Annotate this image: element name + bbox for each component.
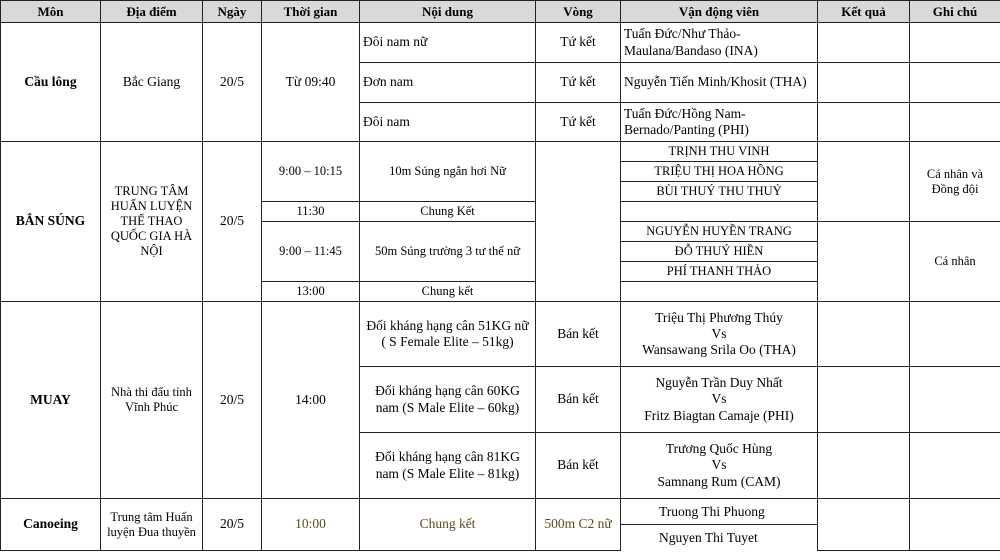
content-cell: Đối kháng hạng cân 51KG nữ ( S Female Elite – 51kg) [360, 302, 536, 367]
round-cell: Tứ kết [536, 103, 621, 142]
result-cell [818, 142, 910, 222]
athletes-cell [621, 142, 818, 202]
versus-label: Vs [711, 391, 727, 407]
athletes-cell [621, 282, 818, 302]
content-cell: Chung kết [360, 499, 536, 551]
athlete-name: Triệu Thị Phương Thúy [655, 309, 783, 325]
athlete-name: NGUYỄN HUYỀN TRANG [621, 222, 817, 242]
round-cell: Bán kết [536, 367, 621, 433]
header-content: Nội dung [360, 1, 536, 23]
result-cell [818, 302, 910, 367]
note-cell [910, 63, 1000, 103]
note-cell [910, 23, 1000, 63]
athletes-cell [621, 433, 818, 499]
time-cell: Từ 09:40 [262, 23, 360, 142]
venue-cell: Bắc Giang [101, 23, 203, 142]
venue-cell: Nhà thi đấu tỉnh Vĩnh Phúc [101, 302, 203, 499]
round-cell: Tứ kết [536, 23, 621, 63]
athlete-name: Trương Quốc Hùng [665, 441, 773, 457]
content-cell: Đối kháng hạng cân 81KG nam (S Male Elite – 81kg) [360, 433, 536, 499]
time-cell: 13:00 [262, 282, 360, 302]
athletes-cell [621, 222, 818, 282]
round-cell: Tứ kết [536, 63, 621, 103]
table-row [1, 302, 1000, 367]
sport-cell: BẮN SÚNG [1, 142, 101, 302]
content-cell: Chung Kết [360, 202, 536, 222]
athlete-name: Fritz Biagtan Camaje (PHI) [644, 407, 794, 423]
note-cell [910, 433, 1000, 499]
header-athletes: Vận động viên [621, 1, 818, 23]
table-row [1, 23, 1000, 63]
header-venue: Địa điểm [101, 1, 203, 23]
result-cell [818, 23, 910, 63]
round-cell: Bán kết [536, 302, 621, 367]
content-cell: 50m Súng trường 3 tư thế nữ [360, 222, 536, 282]
header-note: Ghi chú [910, 1, 1000, 23]
time-cell: 10:00 [262, 499, 360, 551]
athletes-cell: Tuấn Đức/Như Thảo-Maulana/Bandaso (INA) [621, 23, 818, 63]
athletes-cell: Nguyễn Tiến Minh/Khosit (THA) [621, 63, 818, 103]
content-cell: Đối kháng hạng cân 60KG nam (S Male Elite – 60kg) [360, 367, 536, 433]
athletes-cell [621, 202, 818, 222]
athlete-name: TRIỆU THỊ HOA HỒNG [621, 162, 817, 182]
note-cell [910, 499, 1000, 551]
time-cell: 11:30 [262, 202, 360, 222]
header-row [1, 1, 1000, 23]
round-cell: Bán kết [536, 433, 621, 499]
content-cell: Chung kết [360, 282, 536, 302]
athletes-cell [621, 367, 818, 433]
header-sport: Môn [1, 1, 101, 23]
date-cell: 20/5 [203, 23, 262, 142]
athlete-name: Wansawang Srila Oo (THA) [642, 342, 796, 358]
athlete-name: Nguyen Thi Tuyet [659, 530, 758, 546]
athlete-name: Samnang Rum (CAM) [657, 473, 781, 489]
time-cell: 9:00 – 11:45 [262, 222, 360, 282]
sport-cell: MUAY [1, 302, 101, 499]
note-cell [910, 302, 1000, 367]
result-cell [818, 103, 910, 142]
athlete-name: Truong Thi Phuong [621, 499, 817, 525]
table-row [1, 499, 1000, 551]
time-cell: 9:00 – 10:15 [262, 142, 360, 202]
athlete-name: ĐỖ THUÝ HIỀN [621, 242, 817, 262]
date-cell: 20/5 [203, 142, 262, 302]
athlete-name: PHÍ THANH THẢO [666, 264, 772, 278]
date-cell: 20/5 [203, 499, 262, 551]
date-cell: 20/5 [203, 302, 262, 499]
content-cell: Đơn nam [360, 63, 536, 103]
athletes-cell [621, 499, 818, 551]
versus-label: Vs [711, 325, 727, 341]
header-round: Vòng [536, 1, 621, 23]
athletes-cell [621, 302, 818, 367]
header-date: Ngày [203, 1, 262, 23]
athletes-cell: Tuấn Đức/Hồng Nam-Bernado/Panting (PHI) [621, 103, 818, 142]
content-cell: 10m Súng ngắn hơi Nữ [360, 142, 536, 202]
athlete-name: BÙI THUÝ THU THUỶ [656, 184, 782, 198]
result-cell [818, 433, 910, 499]
athlete-name: TRỊNH THU VINH [621, 142, 817, 162]
result-cell [818, 63, 910, 103]
content-cell: Đôi nam nữ [360, 23, 536, 63]
note-cell [910, 367, 1000, 433]
round-cell [536, 142, 621, 302]
round-cell: 500m C2 nữ [536, 499, 621, 551]
athlete-name: Nguyễn Trần Duy Nhất [655, 375, 783, 391]
venue-cell: Trung tâm Huấn luyện Đua thuyền [101, 499, 203, 551]
venue-cell: TRUNG TÂM HUẤN LUYỆN THỂ THAO QUỐC GIA HÀ NỘI [101, 142, 203, 302]
sport-cell: Canoeing [1, 499, 101, 551]
header-result: Kết quả [818, 1, 910, 23]
header-time: Thời gian [262, 1, 360, 23]
note-cell [910, 103, 1000, 142]
versus-label: Vs [711, 457, 727, 473]
sport-cell: Cầu lông [1, 23, 101, 142]
table-row [1, 142, 1000, 202]
result-cell [818, 367, 910, 433]
note-cell: Cá nhân [910, 222, 1000, 302]
note-cell: Cá nhân và Đồng đội [910, 142, 1000, 222]
time-cell: 14:00 [262, 302, 360, 499]
result-cell [818, 499, 910, 551]
content-cell: Đôi nam [360, 103, 536, 142]
result-cell [818, 222, 910, 302]
